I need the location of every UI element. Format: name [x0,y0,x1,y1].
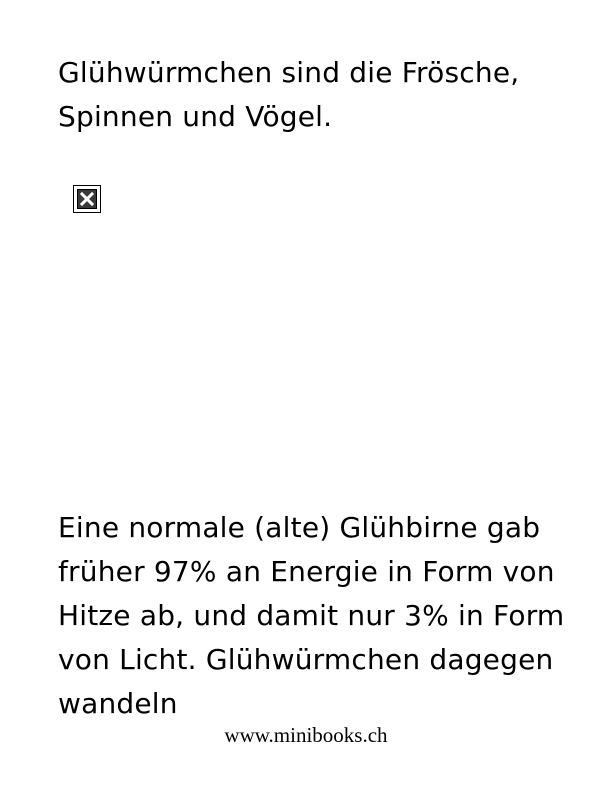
broken-image-icon [73,185,101,213]
close-icon [78,190,96,208]
paragraph-top: Glühwürmchen sind die Frösche, Spinnen und Vögel. [58,56,520,133]
footer-url: www.minibooks.ch [224,723,388,747]
paragraph-bottom: Eine normale (alte) Glühbirne gab früher 97% an Energie in Form von Hitze ab, und damit nur 3% in Form von Licht. Glühwürmchen dagegen wandeln [58,511,565,720]
broken-image-inner [77,189,97,209]
